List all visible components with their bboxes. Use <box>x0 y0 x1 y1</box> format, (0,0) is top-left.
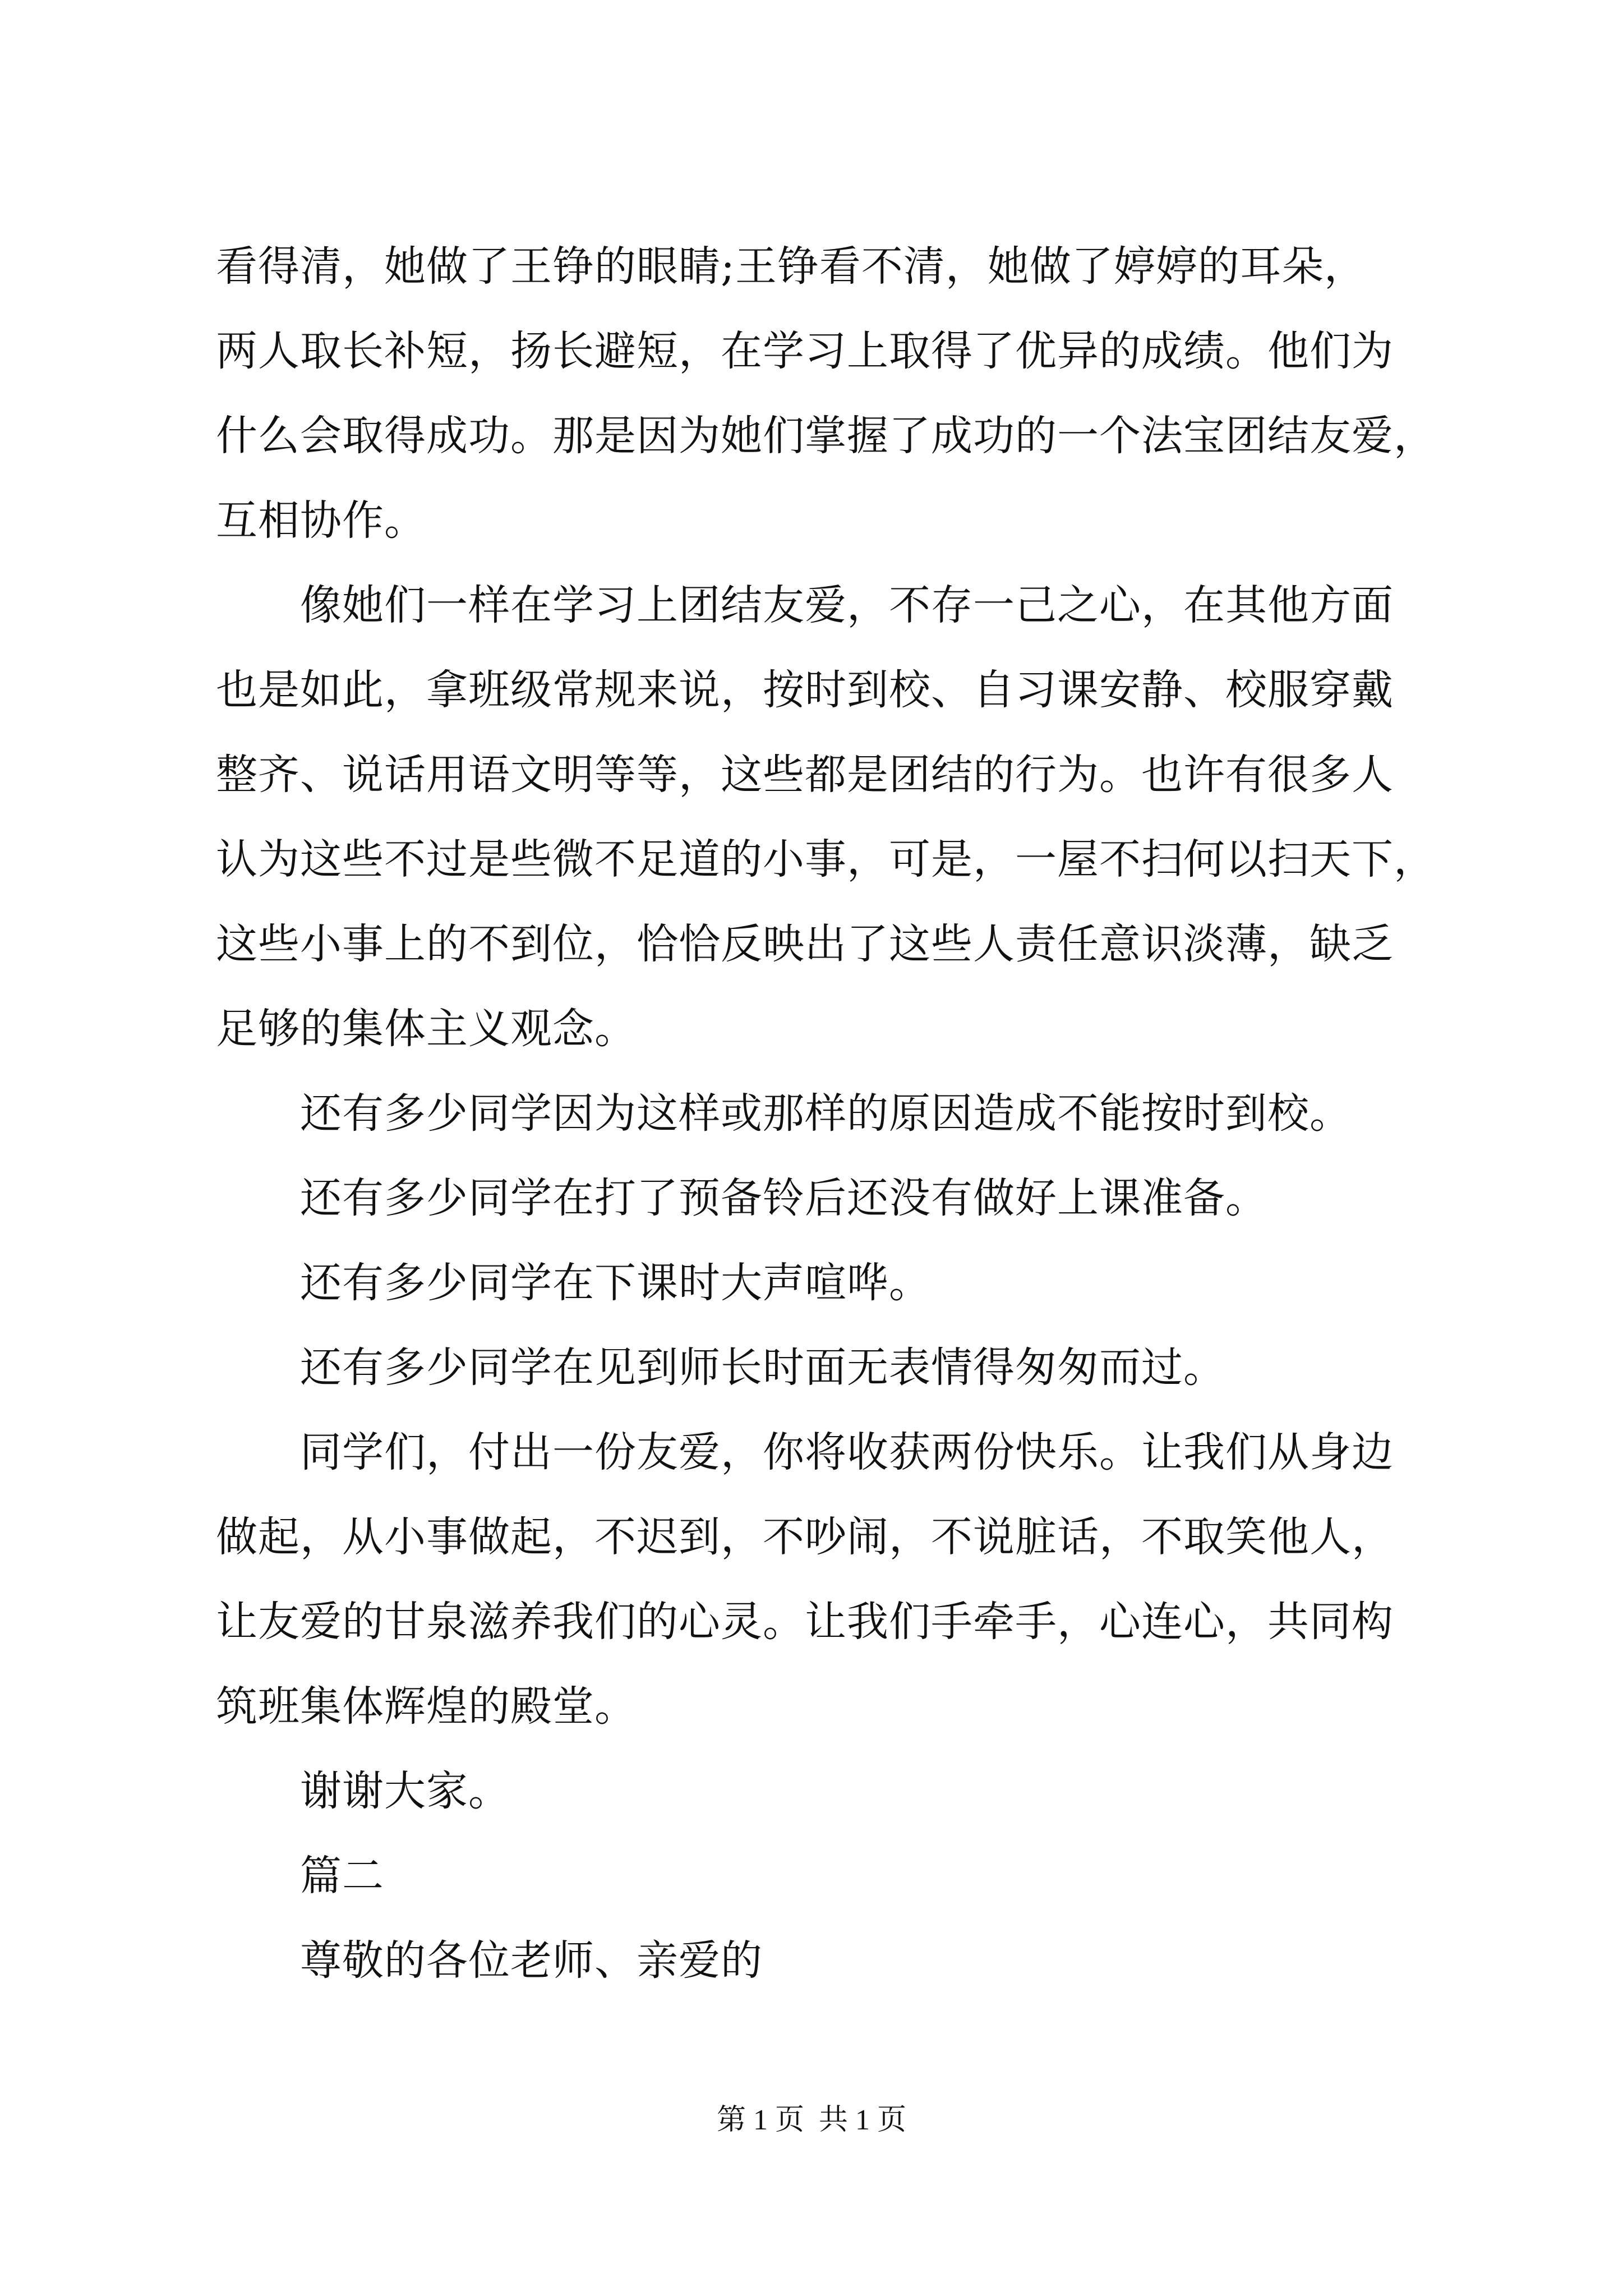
text-line: 什么会取得成功。那是因为她们掌握了成功的一个法宝团结友爱， <box>216 412 1436 460</box>
text-line: 还有多少同学在见到师长时面无表情得匆匆而过。 <box>300 1343 1225 1392</box>
text-line: 也是如此，拿班级常规来说，按时到校、自习课安静、校服穿戴 <box>216 666 1394 714</box>
text-line: 还有多少同学在打了预备铃后还没有做好上课准备。 <box>300 1174 1267 1222</box>
text-line: 互相协作。 <box>216 496 426 545</box>
text-line: 足够的集体主义观念。 <box>216 1005 637 1053</box>
text-line: 同学们，付出一份友爱，你将收获两份快乐。让我们从身边 <box>300 1428 1394 1476</box>
text-line: 看得清，她做了王铮的眼睛;王铮看不清，她做了婷婷的耳朵， <box>216 242 1366 291</box>
page-footer <box>0 2098 1623 2143</box>
text-line: 两人取长补短，扬长避短，在学习上取得了优异的成绩。他们为 <box>216 327 1394 375</box>
text-line: 还有多少同学在下课时大声喧哗。 <box>300 1259 931 1307</box>
text-line: 让友爱的甘泉滋养我们的心灵。让我们手牵手，心连心，共同构 <box>216 1598 1394 1646</box>
section-heading: 篇二 <box>300 1852 384 1900</box>
text-line: 整齐、说话用语文明等等，这些都是团结的行为。也许有很多人 <box>216 751 1394 799</box>
page-number-label: 第 1 页 共 1 页 <box>716 2104 906 2136</box>
text-line: 筑班集体辉煌的殿堂。 <box>216 1682 637 1731</box>
text-line: 做起，从小事做起，不迟到，不吵闹，不说脏话，不取笑他人， <box>216 1513 1394 1561</box>
document-body <box>216 224 1458 2003</box>
text-line: 这些小事上的不到位，恰恰反映出了这些人责任意识淡薄，缺乏 <box>216 920 1394 968</box>
text-line: 尊敬的各位老师、亲爱的 <box>300 1936 763 1985</box>
text-line: 还有多少同学因为这样或那样的原因造成不能按时到校。 <box>300 1089 1352 1138</box>
text-line: 像她们一样在学习上团结友爱，不存一己之心，在其他方面 <box>300 581 1394 629</box>
text-line: 谢谢大家。 <box>300 1767 510 1815</box>
text-line: 认为这些不过是些微不足道的小事，可是，一屋不扫何以扫天下， <box>216 835 1436 884</box>
